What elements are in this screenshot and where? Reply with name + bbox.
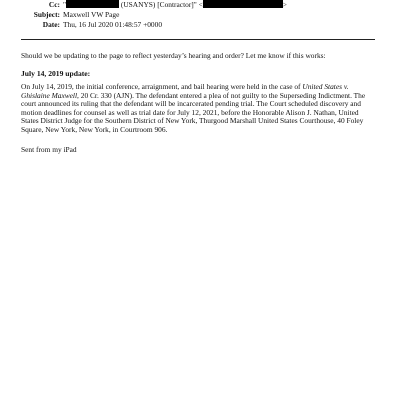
signature: Sent from my iPad [21, 145, 77, 154]
redaction-box [203, 0, 283, 8]
intro-paragraph: Should we be updating to the page to reflect yesterday’s hearing and order? Let me know if this works: [21, 51, 326, 60]
subject-label: Subject: [33, 10, 60, 19]
update-heading: July 14, 2019 update: [21, 69, 91, 78]
cc-value [63, 0, 287, 9]
case-name: United States v. Ghislaine Maxwell [21, 82, 349, 100]
update-paragraph [21, 83, 377, 135]
cc-bracket-close: > [282, 0, 287, 9]
update-text-part1: On July 14, 2019, the initial conference, arraignment, and bail hearing were held in the case of [21, 82, 303, 91]
subject-value: Maxwell VW Page [63, 10, 120, 19]
cc-org-text: (USANYS) [Contractor]" < [119, 0, 203, 9]
cc-quote-open: " [63, 0, 67, 9]
date-value: Thu, 16 Jul 2020 01:48:57 +0000 [63, 20, 163, 29]
update-text-part2: , 20 Cr. 330 (AJN). The defendant entered a plea of not guilty to the Superseding Indictment. The court announced its ruling that the defendant will be incarcerated pending trial. The Court scheduled discovery and motion deadlines for counsel as well as trial date for July 12, 2021, before the Honorable Alison J. Nathan, United States District Judge for the Southern District of New York, Thurgood Marshall United States Courthouse, 40 Foley Square, New York, New York, in Courtroom 906. [21, 90, 366, 134]
redaction-box [66, 0, 119, 8]
date-label: Date: [42, 20, 60, 29]
cc-label: Cc: [48, 0, 60, 9]
header-divider [21, 39, 375, 40]
